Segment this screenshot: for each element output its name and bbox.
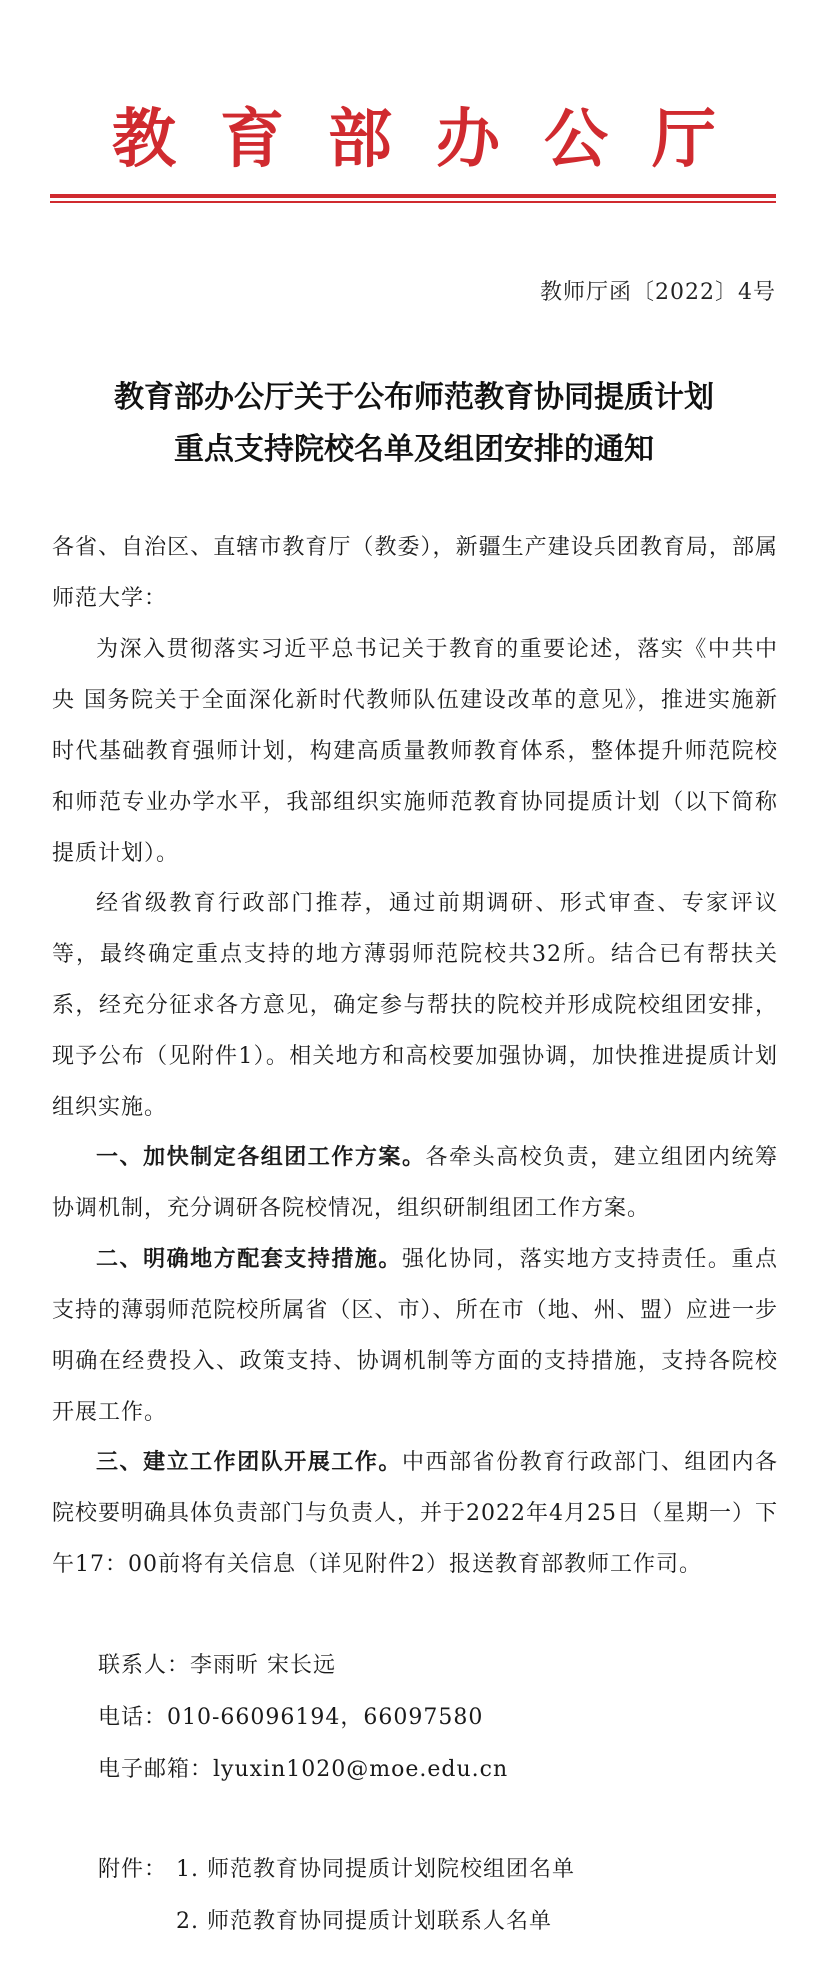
paragraph-recommendation: 经省级教育行政部门推荐，通过前期调研、形式审查、专家评议等，最终确定重点支持的地方薄弱师范院校共32所。结合已有帮扶关系，经充分征求各方意见，确定参与帮扶的院校并形成院校组团安排，现予公布（见附件1）。相关地方和高校要加强协调，加快推进提质计划组织实施。 bbox=[52, 891, 778, 1120]
paragraph-purpose: 为深入贯彻落实习近平总书记关于教育的重要论述，落实《中共中央 国务院关于全面深化新时代教师队伍建设改革的意见》，推进实施新时代基础教育强师计划，构建高质量教师教育体系，整体提升师范院校和师范专业办学水平，我部组织实施师范教育协同提质计划（以下简称提质计划）。 bbox=[52, 637, 778, 866]
document-title bbox=[40, 372, 788, 476]
section-1-heading: 一、加快制定各组团工作方案。 bbox=[96, 1144, 426, 1170]
section-2 bbox=[52, 1234, 778, 1438]
document-number: 教师厅函〔2022〕4号 bbox=[540, 280, 776, 305]
section-2-heading: 二、明确地方配套支持措施。 bbox=[96, 1246, 402, 1272]
contact-email: 电子邮箱：lyuxin1020@moe.edu.cn bbox=[98, 1757, 509, 1782]
letterhead-rule-thin bbox=[50, 201, 776, 203]
section-2-body: 强化协同，落实地方支持责任。重点支持的薄弱师范院校所属省（区、市）、所在市（地、州、盟）应进一步明确在经费投入、政策支持、协调机制等方面的支持措施，支持各院校开展工作。 bbox=[52, 1247, 778, 1425]
contact-people: 联系人：李雨昕 宋长远 bbox=[98, 1653, 336, 1678]
section-3-heading: 三、建立工作团队开展工作。 bbox=[96, 1449, 402, 1475]
attachment-item-1: 1. 师范教育协同提质计划院校组团名单 bbox=[176, 1857, 575, 1882]
salutation: 各省、自治区、直辖市教育厅（教委），新疆生产建设兵团教育局，部属师范大学： bbox=[52, 535, 778, 611]
attachment-item-2: 2. 师范教育协同提质计划联系人名单 bbox=[176, 1909, 552, 1934]
section-3 bbox=[52, 1437, 778, 1590]
document-title-line-1: 教育部办公厅关于公布师范教育协同提质计划 bbox=[114, 380, 714, 415]
letterhead-org-name: 教育部办公厅 bbox=[112, 102, 760, 177]
section-1-body: 各牵头高校负责，建立组团内统筹协调机制，充分调研各院校情况，组织研制组团工作方案。 bbox=[52, 1145, 778, 1221]
section-3-body: 中西部省份教育行政部门、组团内各院校要明确具体负责部门与负责人，并于2022年4月25日（星期一）下午17：00前将有关信息（详见附件2）报送教育部教师工作司。 bbox=[52, 1450, 778, 1577]
contact-phone: 电话：010-66096194，66097580 bbox=[98, 1705, 484, 1730]
attachments-label: 附件： bbox=[98, 1857, 168, 1882]
section-1 bbox=[52, 1132, 778, 1234]
document-title-line-2: 重点支持院校名单及组团安排的通知 bbox=[174, 432, 654, 467]
letterhead-rule-thick bbox=[50, 194, 776, 198]
